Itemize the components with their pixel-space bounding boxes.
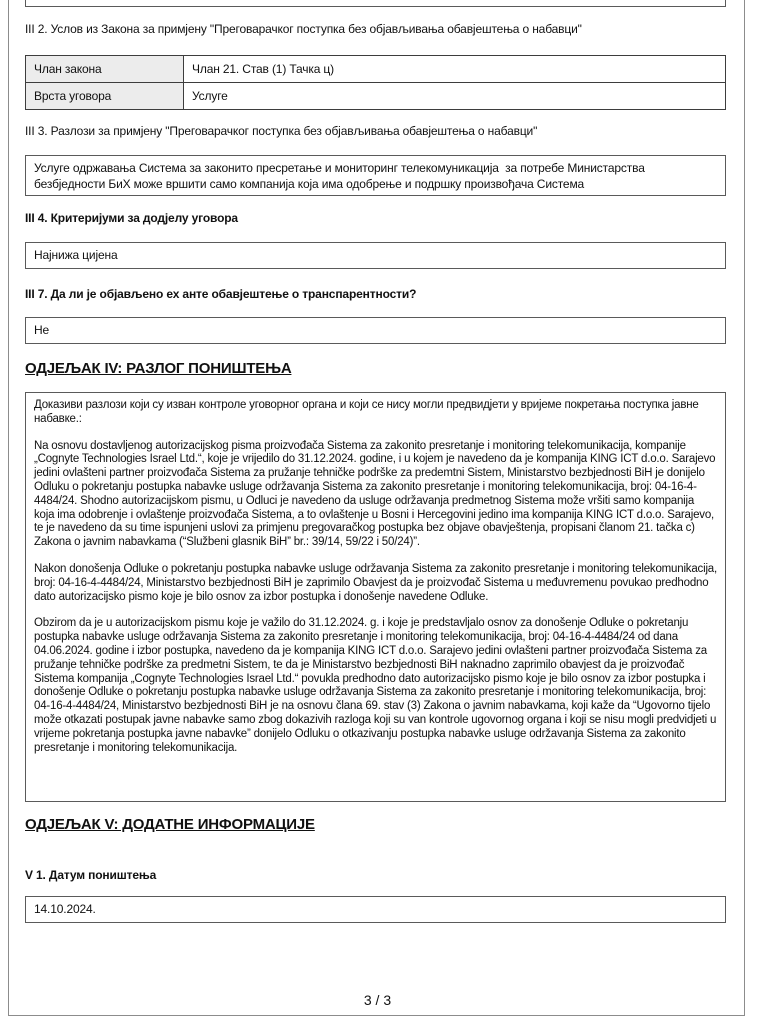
- reason-paragraph: Na osnovu dostavljenog autorizacijskog pisma proizvođača Sistema za zakonito presretanje i monitoring telekomunikacija, kompanije „Cognyte Technologies Israel Ltd.“, koje je vrijedilo do 31.12.2024. godine, i u kojem je navedeno da je kompanija KING ICT d.o.o. Sarajevo jedini ovlašteni partner proizvođača Sistema za pružanje tehničke podrške za predemtni Sistem, Ministarstvo bezbjednosti BiH je donijelo Odluku o pokretanju postupka nabavke usluge održavanja Sistema za zakonito presretanje i monitoring telekomunikacija, broj: 04-16-4-4484/24. Shodno autorizacijskom pismu, u Odluci je navedeno da usluge održavanja predmetnog Sistema može vršiti samo kompanija koja ima odobrenje i ovlaštenje proizvođača Sistema, a to ovlaštenje u Bosni i Hercegovini jedino ima kompanija KING ICT d.o.o. Sarajevo, te je navedeno da su time ispunjeni uslovi za primjenu pregovaračkog postupka bez objave obavještenja, propisani članom 21. tačka c) Zakona o javnim nabavkama (“Službeni glasnik BiH” br.: 39/14, 59/22 i 50/24)”.: [34, 439, 719, 549]
- reason-paragraph: Nakon donošenja Odluke o pokretanju postupka nabavke usluge održavanja Sistema za zakonito presretanje i monitoring telekomunikacija, broj: 04-16-4-4484/24, Ministarstvo bezbjednosti BiH je zaprimilo Obavjest da je proizvođač Sistema u međuvremenu povukao predhodno dato autorizacijsko pismo koje je bilo osnov za izbor postupka i donošenje navedene Odluke.: [34, 562, 720, 603]
- table-row: [26, 56, 725, 83]
- heading-iii3: III 3. Разлози за примјену "Преговарачког поступка без објављивања обавјештења о набавци": [25, 124, 538, 138]
- heading-iii2: III 2. Услов из Закона за примјену "Преговарачког поступка без објављивања обавјештења о набавци": [25, 22, 582, 36]
- reason-paragraph: Obzirom da je u autorizacijskom pismu koje je važilo do 31.12.2024. g. i koje je predstavljalo osnov za donošenje Odluke o pokretanju postupka nabavke usluge održavanja Sistema za zakonito presretanje i monitoring telekomunikacija, broj: 04-16-4-4484/24 od dana 04.06.2024. godine i izbor postupka, navedeno da je kompanija KING ICT d.o.o. Sarajevo jedini ovlašteni partner proizvođača Sistema za pružanje tehničke podrške za predmetni Sistem, te da je Ministarstvo bezbjednosti BiH naknadno zaprimilo obavjest da je proizvođač Sistema kompanija „Cognyte Technologies Israel Ltd.“ povukla predhodno dato autorizacijsko pismo koje je bilo osnov za izbor postupka i donošenje Odluke o pokretanju postupka nabavke usluge održavanja Sistema za zakonito presretanje i monitoring telekomunikacija, broj: 04-16-4-4484/24, Ministarstvo bezbjednosti BiH je na osnovu člana 69. stav (3) Zakona o javnim nabavkama, koji kaže da “Ugovorno tijelo može otkazati postupak javne nabavke samo zbog dokazivih razloga koji su van kontrole ugovornog organa i koji se nisu mogli predvidjeti u vrijeme pokretanja postupka javne nabavke” donijelo Odluku o otkazivanju postupka nabavke usluge održavanja Sistema za zakonito presretanje i monitoring telekomunikacija.: [34, 617, 720, 754]
- table-value-vrsta-ugovora: Услуге: [192, 89, 228, 103]
- page-number: 3 / 3: [363, 992, 392, 1008]
- table-value-clan-zakona: Члан 21. Став (1) Тачка ц): [192, 62, 335, 76]
- section-iv-heading: ОДЈЕЉАК IV: РАЗЛОГ ПОНИШТЕЊА: [25, 360, 292, 377]
- law-condition-table: [25, 55, 726, 110]
- table-label-clan-zakona: Члан закона: [26, 56, 184, 82]
- cancellation-reason-box: [25, 392, 726, 802]
- section-v-heading: ОДЈЕЉАК V: ДОДАТНЕ ИНФОРМАЦИЈЕ: [25, 816, 315, 833]
- award-criteria-box: Најнижа цијена: [25, 242, 726, 269]
- heading-iii4: III 4. Критеријуми за додјелу уговора: [25, 211, 238, 225]
- reasons-summary-box: Услуге одржавања Система за законито пресретање и мониторинг телекомуникација за потребе Министарства безбједности БиХ може вршити само компанија која има одобрење и подршку произвођача Система: [25, 155, 726, 196]
- previous-section-box-remnant: [25, 0, 726, 7]
- cancellation-date-box: 14.10.2024.: [25, 896, 726, 923]
- reason-paragraph: Доказиви разлози који су изван контроле уговорног органа и који се нису могли предвидјети у вријеме покретања поступка јавне набавке.:: [34, 399, 702, 425]
- table-row: [26, 83, 725, 109]
- ex-ante-answer-box: Не: [25, 317, 726, 344]
- heading-iii7: III 7. Да ли је објављено ех анте обавјештење о транспарентности?: [25, 287, 417, 301]
- heading-v1: V 1. Датум поништења: [25, 868, 157, 882]
- table-label-vrsta-ugovora: Врста уговора: [26, 83, 184, 109]
